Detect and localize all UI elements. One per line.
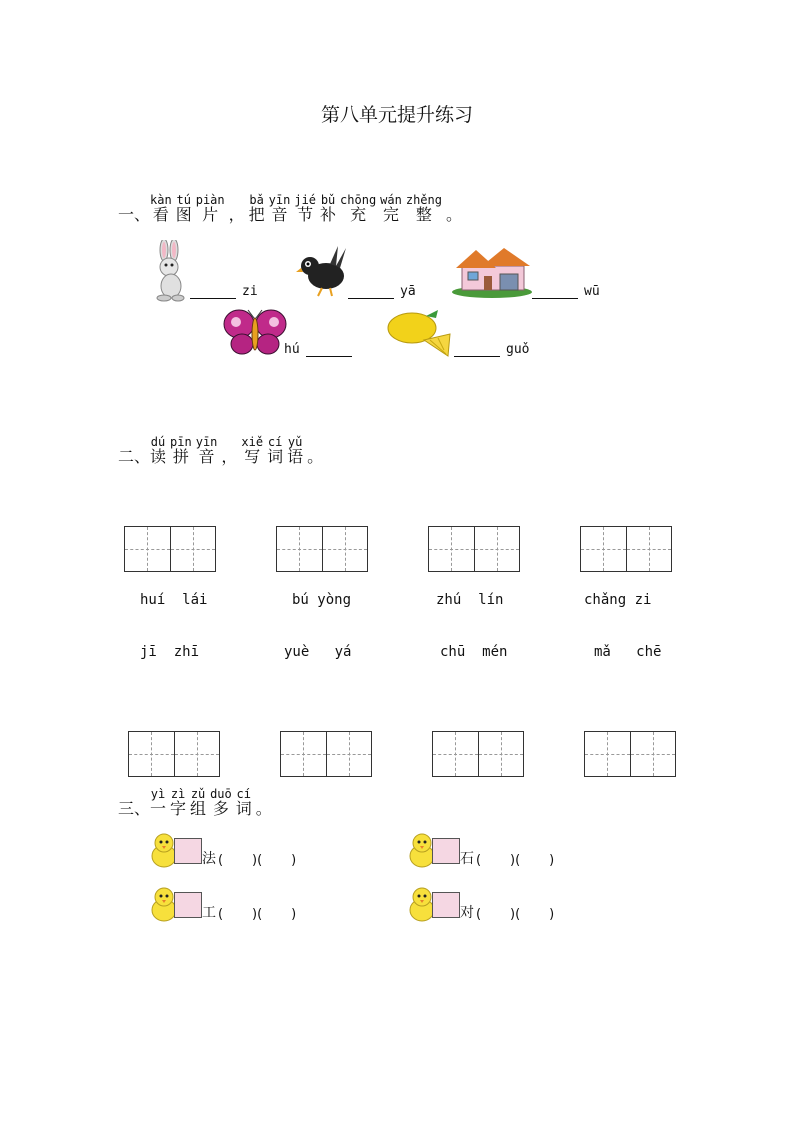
fill-item-crow: yā [348,284,416,299]
answer-box[interactable] [174,838,202,864]
word-character: 法 [202,851,216,867]
answer-parentheses[interactable]: ( )( ) [476,853,555,868]
section-1-heading: 一、 kàn 看 tú 图 piàn 片 ， bǎ 把 yīn 音 jié 节 bǔ 补 chōng 充 wán 完 zhěng 整 。 [118,193,462,224]
word-building-item [150,832,296,868]
answer-blank[interactable] [348,284,394,299]
writing-grid[interactable] [584,731,676,777]
section-number: 二、 [118,447,151,466]
mango-icon [386,308,456,362]
writing-grid[interactable] [428,526,520,572]
word-building-item [408,886,554,922]
section-number: 三、 [118,799,151,818]
fill-item-house: wū [532,284,600,299]
answer-blank[interactable] [190,284,236,299]
writing-grid[interactable] [580,526,672,572]
word-building-item [408,832,554,868]
rabbit-icon [150,240,190,306]
answer-blank[interactable] [454,342,500,357]
answer-parentheses[interactable]: ( )( ) [218,853,297,868]
answer-parentheses[interactable]: ( )( ) [476,907,555,922]
pinyin-word: chū mén [440,644,508,660]
fill-item-butterfly: hú [284,342,352,357]
writing-grid[interactable] [128,731,220,777]
answer-blank[interactable] [532,284,578,299]
word-character: 工 [202,905,216,921]
answer-blank[interactable] [306,342,352,357]
writing-grid[interactable] [124,526,216,572]
answer-box[interactable] [174,892,202,918]
pinyin-word: jī zhī [140,644,200,660]
butterfly-icon [222,308,288,362]
pinyin-word: chǎng zi [584,592,652,608]
crow-icon [296,244,348,302]
pinyin-word: bú yòng [292,592,352,608]
pinyin-word: mǎ chē [594,644,662,660]
pinyin-word: yuè yá [284,644,352,660]
fill-item-rabbit: zi [190,284,258,299]
word-character: 石 [460,851,474,867]
pinyin-word: zhú lín [436,592,504,608]
writing-grid[interactable] [276,526,368,572]
answer-box[interactable] [432,838,460,864]
word-character: 对 [460,905,474,921]
house-icon [452,246,532,302]
section-3-heading: 三、 yì 一 zì 字 zǔ 组 duō 多 cí 词 。 [118,787,272,818]
writing-grid[interactable] [280,731,372,777]
page-title: 第八单元提升练习 [320,104,473,126]
answer-box[interactable] [432,892,460,918]
pinyin-word: huí lái [140,592,208,608]
writing-grid[interactable] [432,731,524,777]
answer-parentheses[interactable]: ( )( ) [218,907,297,922]
section-number: 一、 [118,205,151,224]
section-2-heading: 二、 dú 读 pīn 拼 yīn 音 ， xiě 写 cí 词 yǔ 语 。 [118,435,324,466]
word-building-item [150,886,296,922]
fill-item-mango: guǒ [454,342,529,357]
